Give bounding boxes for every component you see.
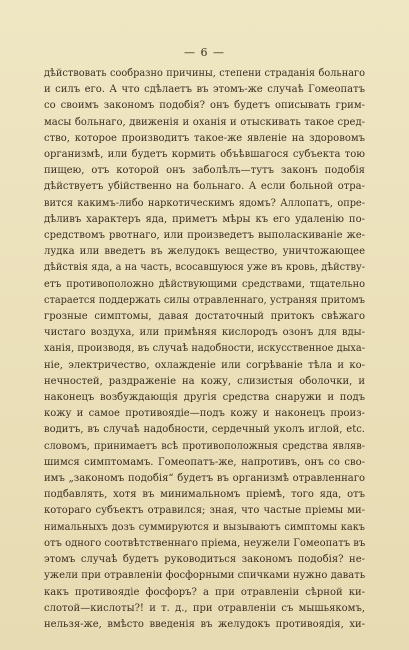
text-line: старается поддержать силы отравленнаго, устраняя притомъ: [44, 294, 365, 306]
text-line: ужели при отравленіи фосфорными спичками нужно давать: [44, 570, 365, 582]
text-line: котораго субъектъ отравился; зная, что частые пріемы ми-: [44, 505, 365, 517]
text-line: словомъ, принимаетъ всѣ противоположныя средства являв-: [44, 440, 365, 452]
page-number: — 6 —: [184, 46, 225, 59]
text-line: наконецъ возбуждающія другія средства снаружи и подъ: [44, 392, 365, 404]
text-line: имъ „закономъ подобія“ будетъ въ организмѣ отравленнаго: [44, 473, 365, 485]
text-line: дѣливъ характеръ яда, приметъ мѣры къ его удаленію по-: [44, 213, 365, 225]
text-line: нельзя-же, вмѣсто введенія въ желудокъ противоядія, хи-: [44, 618, 365, 630]
text-line: ханія, производя, въ случаѣ надобности, искусственное дыха-: [44, 343, 365, 355]
text-line: вится какимъ-либо наркотическимъ ядомъ? Аллопатъ, опре-: [44, 197, 365, 209]
text-line: етъ противоположно дѣйствующими средствами, тщательно: [44, 278, 365, 290]
text-line: масы больнаго, движенія и оханія и отыскивать такое сред-: [44, 116, 365, 128]
text-line: какъ противоядіе фосфоръ? а при отравленіи сѣрной ки-: [44, 586, 365, 598]
text-line: слотой—кислоты?! и т. д., при отравленіи съ мышьякомъ,: [44, 602, 365, 614]
body-text: [44, 66, 365, 633]
text-line: дѣйствовать сообразно причины, степени страданія больнаго: [44, 68, 365, 79]
text-line: дѣйствуетъ убійственно на больнаго. А если больной отра-: [44, 181, 365, 193]
text-line: нечностей, раздраженіе на кожу, слизистыя оболочки, и: [44, 375, 365, 387]
text-line: лудка или введетъ въ желудокъ вещество, уничтожающее: [44, 246, 365, 258]
text-line: подбавлять, хотя въ минимальномъ пріемѣ, того яда, отъ: [44, 489, 365, 501]
text-line: организмѣ, или будетъ кормить объѣвшагося субъекта тою: [44, 149, 365, 161]
text-line: отъ одного соотвѣтственнаго пріема, неужели Гомеопатъ въ: [44, 537, 365, 549]
text-line: пищею, отъ которой онъ заболѣлъ—тутъ законъ подобія: [44, 165, 365, 177]
text-line: ніе, электричество, охлажденіе или согрѣваніе тѣла и ко-: [44, 359, 365, 371]
text-line: шимся симптомамъ. Гомеопатъ-же, напротивъ, онъ со сво-: [44, 456, 365, 468]
text-line: чистаго воздуха, или примѣняя кислородъ озонъ для вды-: [44, 327, 365, 339]
text-line: кожу и самое противоядіе—подъ кожу и наконецъ произ-: [44, 408, 365, 420]
text-line: этомъ случаѣ будетъ руководиться закономъ подобія? не-: [44, 554, 365, 566]
text-line: со своимъ закономъ подобія? онъ будетъ описывать грим-: [44, 100, 365, 112]
text-line: и силъ его. А что сдѣлаетъ въ этомъ-же случаѣ Гомеопатъ: [44, 84, 365, 96]
text-line: нимальныхъ дозъ суммируются и вызываютъ симптомы какъ: [44, 521, 365, 533]
text-line: ство, которое производитъ такое-же явленіе на здоровомъ: [44, 132, 365, 144]
text-line: водитъ, въ случаѣ надобности, сердечный уколъ иглой, etc.: [44, 424, 365, 436]
text-line: дѣйствія яда, а на часть, всосавшуюся уже въ кровь, дѣйству-: [44, 262, 365, 274]
text-line: средствомъ рвотнаго, или произведетъ выполаскиваніе же-: [44, 230, 365, 242]
text-line: грозные симптомы, давая достаточный притокъ свѣжаго: [44, 311, 365, 323]
